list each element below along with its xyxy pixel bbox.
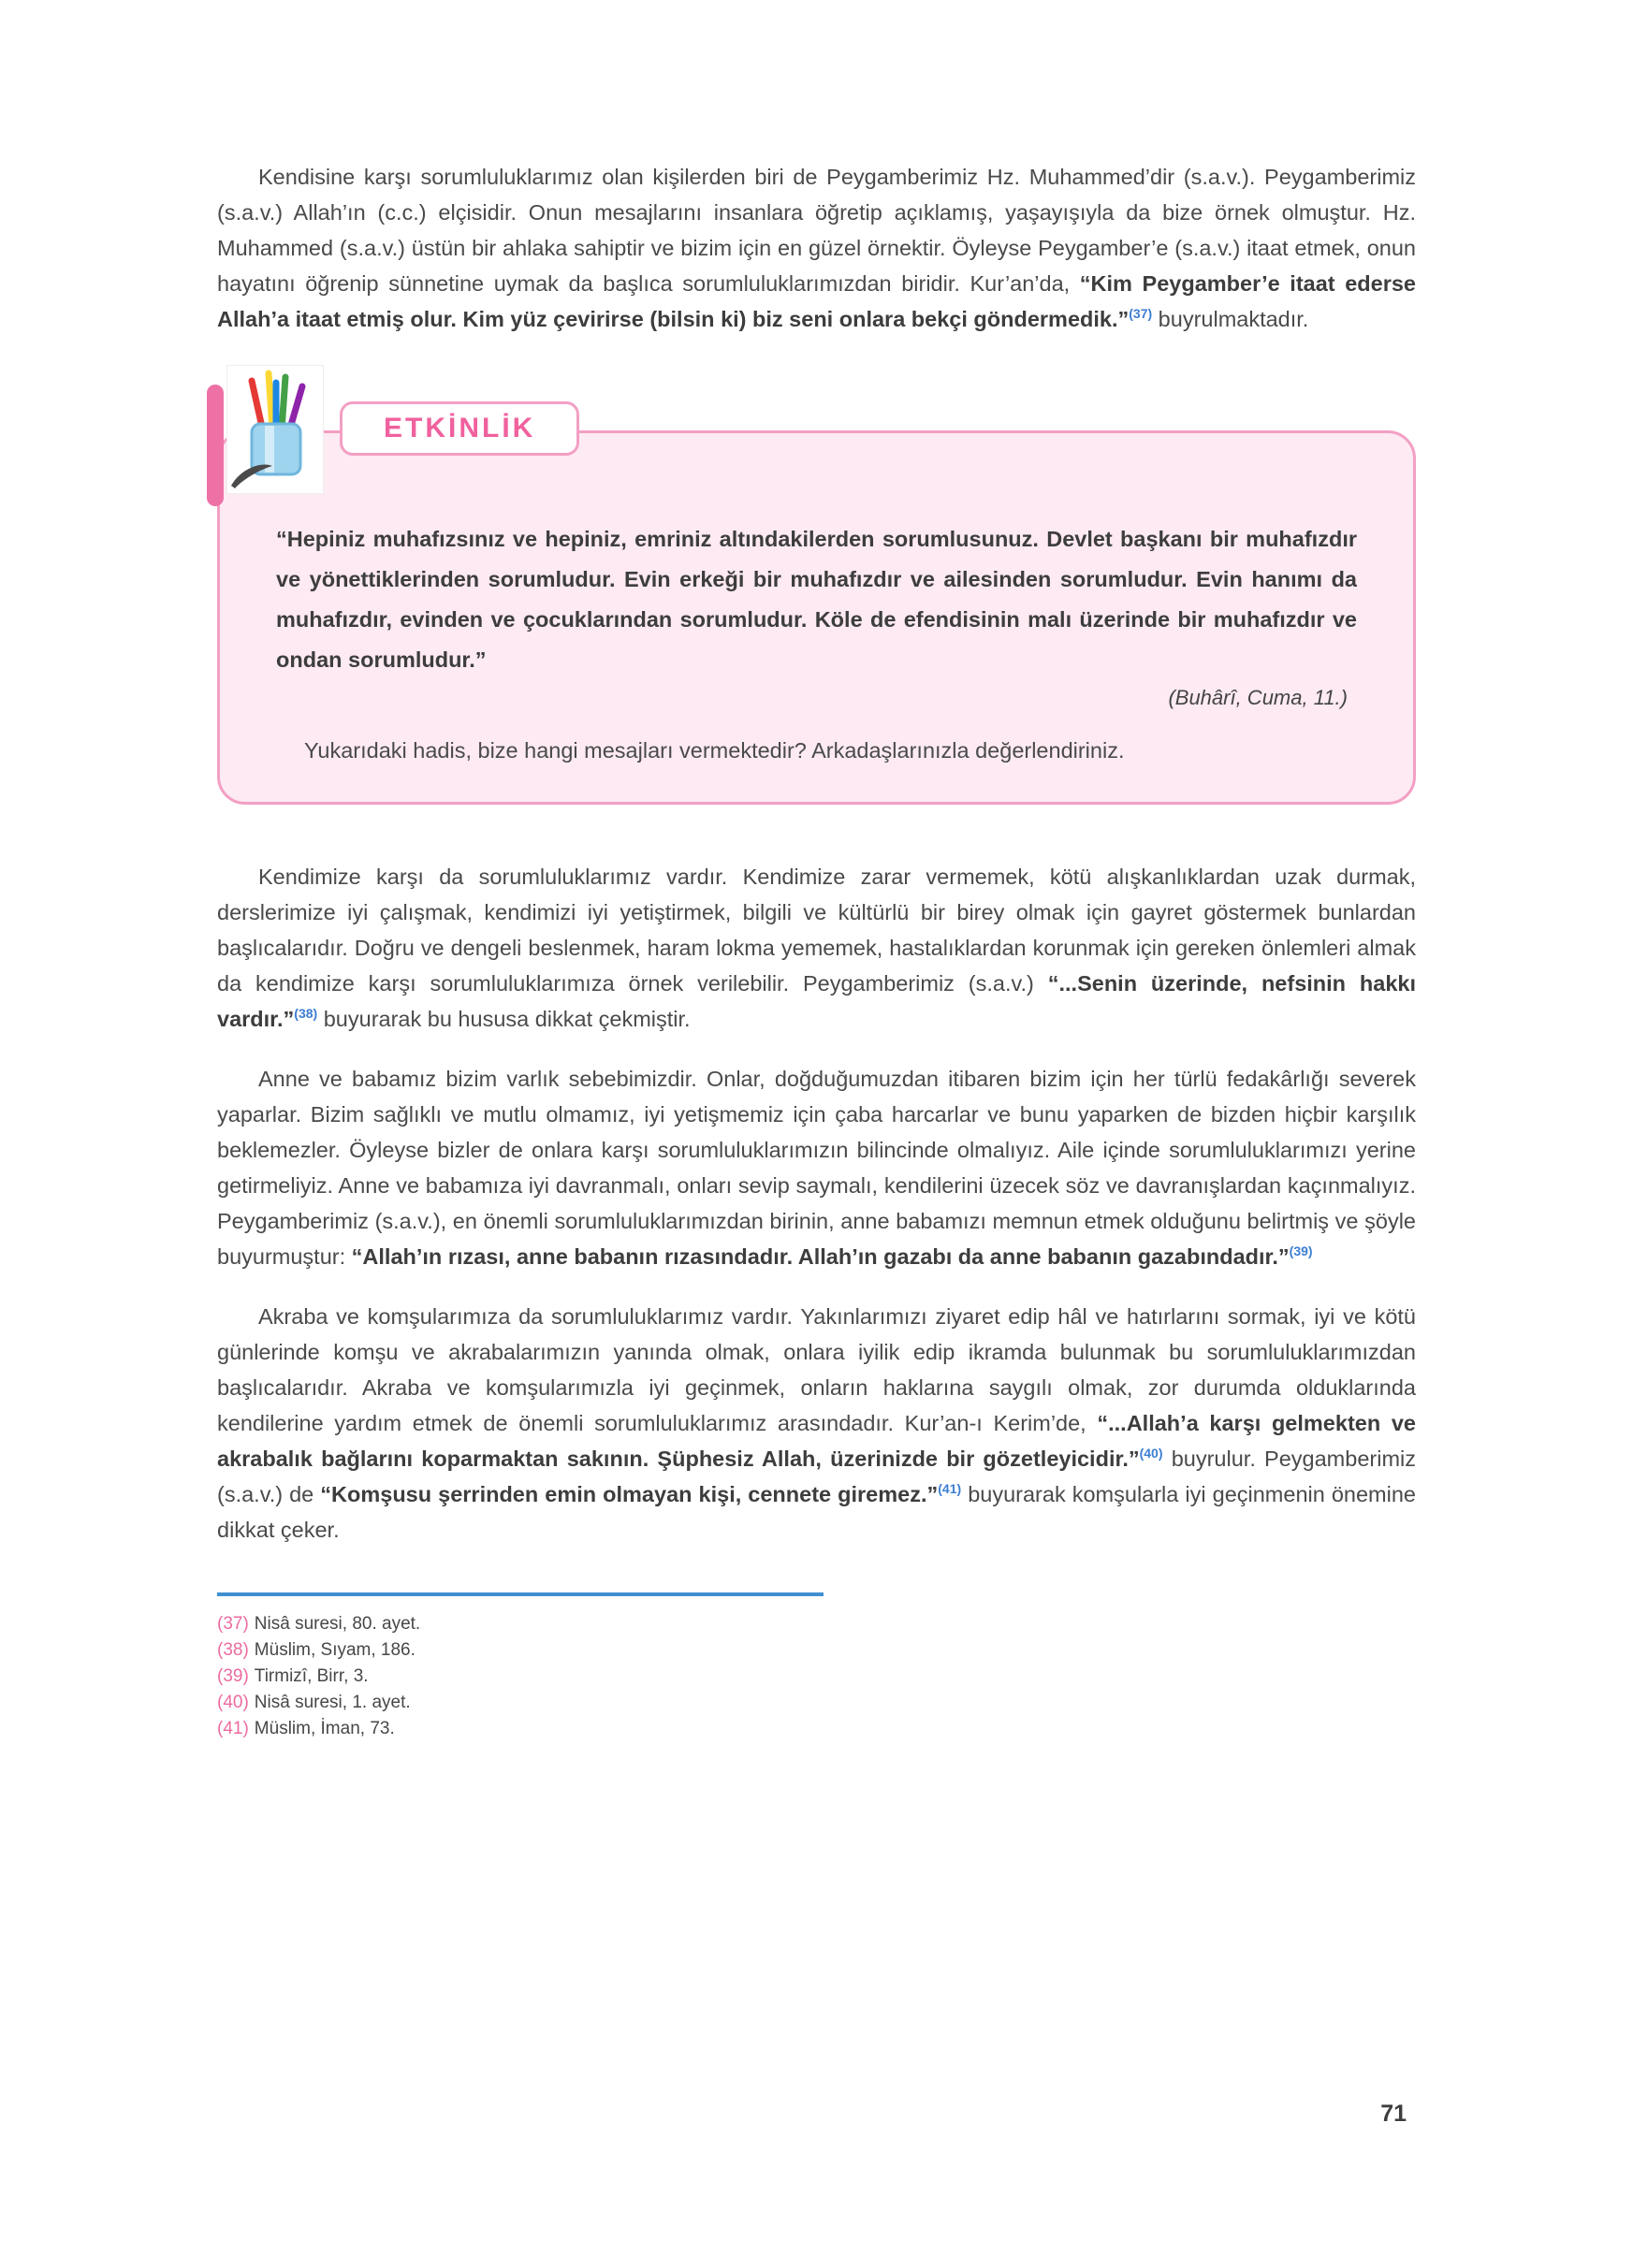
hadith-quote: “Allah’ın rızası, anne babanın rızasındadır. Allah’ın gazabı da anne babanın gazabındadır.” — [351, 1244, 1290, 1269]
body-text: Kendimize karşı da sorumluluklarımız vardır. Kendimize zarar vermemek, kötü alışkanlıklardan uzak durmak, derslerimize iyi çalışmak, kendimizi iyi yetiştirmek, bilgili ve kültürlü bir birey olmak için gayret göstermek bunlardan başlıcalarıdır. Doğru ve dengeli beslenmek, haram lokma yememek, hastalıklardan korunmak için gereken önlemleri almak da kendimize karşı sorumluluklarımıza örnek verilebilir. Peygamberimiz (s.a.v.) — [217, 865, 1416, 996]
footnote-row — [217, 1716, 1416, 1742]
activity-box — [217, 413, 1416, 805]
hadith-source: (Buhârî, Cuma, 11.) — [1168, 686, 1348, 709]
footnote-text: Müslim, İman, 73. — [254, 1719, 395, 1738]
footnote-row — [217, 1690, 1416, 1716]
paragraph-prophet-responsibility — [217, 159, 1416, 337]
footnote-text: Nisâ suresi, 80. ayet. — [254, 1614, 421, 1634]
paragraph-parents-responsibility — [217, 1061, 1416, 1274]
body-text: Anne ve babamız bizim varlık sebebimizdir. Onlar, doğduğumuzdan itibaren bizim için her türlü fedakârlığı severek yaparlar. Bizim sağlıklı ve mutlu olmamız, iyi yetişmemiz için çaba harcarlar ve bunu yaparken de bizden hiçbir karşılık beklemezler. Öyleyse bizler de onlara karşı sorumluluklarımızın bilincinde olmalıyız. Aile içinde sorumluluklarımızı yerine getirmeliyiz. Anne ve babamıza iyi davranmalı, onları sevip saymalı, kendilerini üzecek söz ve davranışlardan kaçınmalıyız. Peygamberimiz (s.a.v.), en önemli sorumluluklarımızdan birinin, anne babamızı memnun etmek olduğunu belirtmiş ve şöyle buyurmuştur: — [217, 1067, 1416, 1269]
hadith-text: “Hepiniz muhafızsınız ve hepiniz, emriniz altındakilerden sorumlusunuz. Devlet başkanı bir muhafızdır ve yönettiklerinden sorumludur. Evin erkeği bir muhafızdır ve ailesinden sorumludur. Evin hanımı da muhafızdır, evinden ve çocuklarından sorumludur. Köle de efendisinin malı üzerinde bir muhafızdır ve ondan sorumludur.” — [276, 527, 1357, 672]
footnote-number: (37) — [217, 1614, 249, 1634]
activity-label: ETKİNLİK — [340, 401, 579, 456]
quran-quote: “Kim Peygamber’e itaat ederse Allah’a itaat etmiş olur. Kim yüz çevirirse (bilsin ki) biz seni onlara bekçi göndermedik.” — [217, 271, 1416, 331]
footnote-row — [217, 1664, 1416, 1690]
footnote-number: (38) — [217, 1640, 249, 1660]
hadith-quote: “...Senin üzerinde, nefsinin hakkı vardır.” — [217, 971, 1416, 1031]
pencil-holder-icon — [227, 366, 323, 493]
page-number: 71 — [1380, 2101, 1407, 2127]
footnote-number: (40) — [217, 1693, 249, 1712]
body-text: buyrulur. Peygamberimiz (s.a.v.) de — [217, 1447, 1416, 1506]
body-text: buyrulmaktadır. — [1152, 307, 1309, 331]
body-text: buyurarak komşularla iyi geçinmenin önemine dikkat çeker. — [217, 1482, 1416, 1542]
activity-question: Yukarıdaki hadis, bize hangi mesajları vermektedir? Arkadaşlarınızla değerlendiriniz. — [304, 738, 1125, 763]
footnote-ref-38: (38) — [294, 1006, 318, 1022]
body-text: Kendisine karşı sorumluluklarımız olan kişilerden biri de Peygamberimiz Hz. Muhammed’dir (s.a.v.). Peygamberimiz (s.a.v.) Allah’ın (c.c.) elçisidir. Onun mesajlarını insanlara öğretip açıklamış, yaşayışıyla da bize örnek olmuştur. Hz. Muhammed (s.a.v.) üstün bir ahlaka sahiptir ve bizim için en güzel örnektir. Öyleyse Peygamber’e (s.a.v.) itaat etmek, onun hayatını öğrenip sünnetine uymak da başlıca sorumluluklarımızdan biridir. Kur’an’da, — [217, 165, 1416, 296]
body-text: Akraba ve komşularımıza da sorumluluklarımız vardır. Yakınlarımızı ziyaret edip hâl ve hatırlarını sormak, iyi ve kötü günlerinde komşu ve akrabalarımızın yanında olmak, onlara iyilik edip ikramda bulunmak bu sorumluluklarımızdan başlıcalarıdır. Akraba ve komşularımızla iyi geçinmek, onların haklarına saygılı olmak, zor durumda olduklarında kendilerine yardım etmek de önemli sorumluluklarımız arasındadır. Kur’an-ı Kerim’de, — [217, 1304, 1416, 1435]
footnote-ref-37: (37) — [1129, 306, 1153, 322]
footnote-section — [217, 1592, 1416, 1742]
footnote-text: Müslim, Sıyam, 186. — [254, 1640, 416, 1660]
footnote-row — [217, 1611, 1416, 1637]
body-text: buyurarak bu hususa dikkat çekmiştir. — [317, 1007, 691, 1031]
footnote-ref-40: (40) — [1139, 1446, 1163, 1461]
footnote-ref-41: (41) — [938, 1481, 962, 1497]
footnote-text: Tirmizî, Birr, 3. — [254, 1666, 369, 1686]
footnote-row — [217, 1637, 1416, 1664]
footnote-divider — [217, 1592, 824, 1596]
paragraph-relatives-neighbors — [217, 1299, 1416, 1548]
quran-quote: “...Allah’a karşı gelmekten ve akrabalık bağlarını koparmaktan sakının. Şüphesiz Allah, üzerinizde bir gözetleyicidir.” — [217, 1411, 1416, 1471]
footnote-ref-39: (39) — [1289, 1243, 1313, 1259]
hadith-quote: “Komşusu şerrinden emin olmayan kişi, cennete giremez.” — [320, 1482, 939, 1506]
footnote-number: (41) — [217, 1719, 249, 1738]
paragraph-self-responsibility — [217, 859, 1416, 1037]
footnote-number: (39) — [217, 1666, 249, 1686]
activity-side-bar — [207, 385, 224, 506]
footnote-text: Nisâ suresi, 1. ayet. — [254, 1693, 411, 1712]
